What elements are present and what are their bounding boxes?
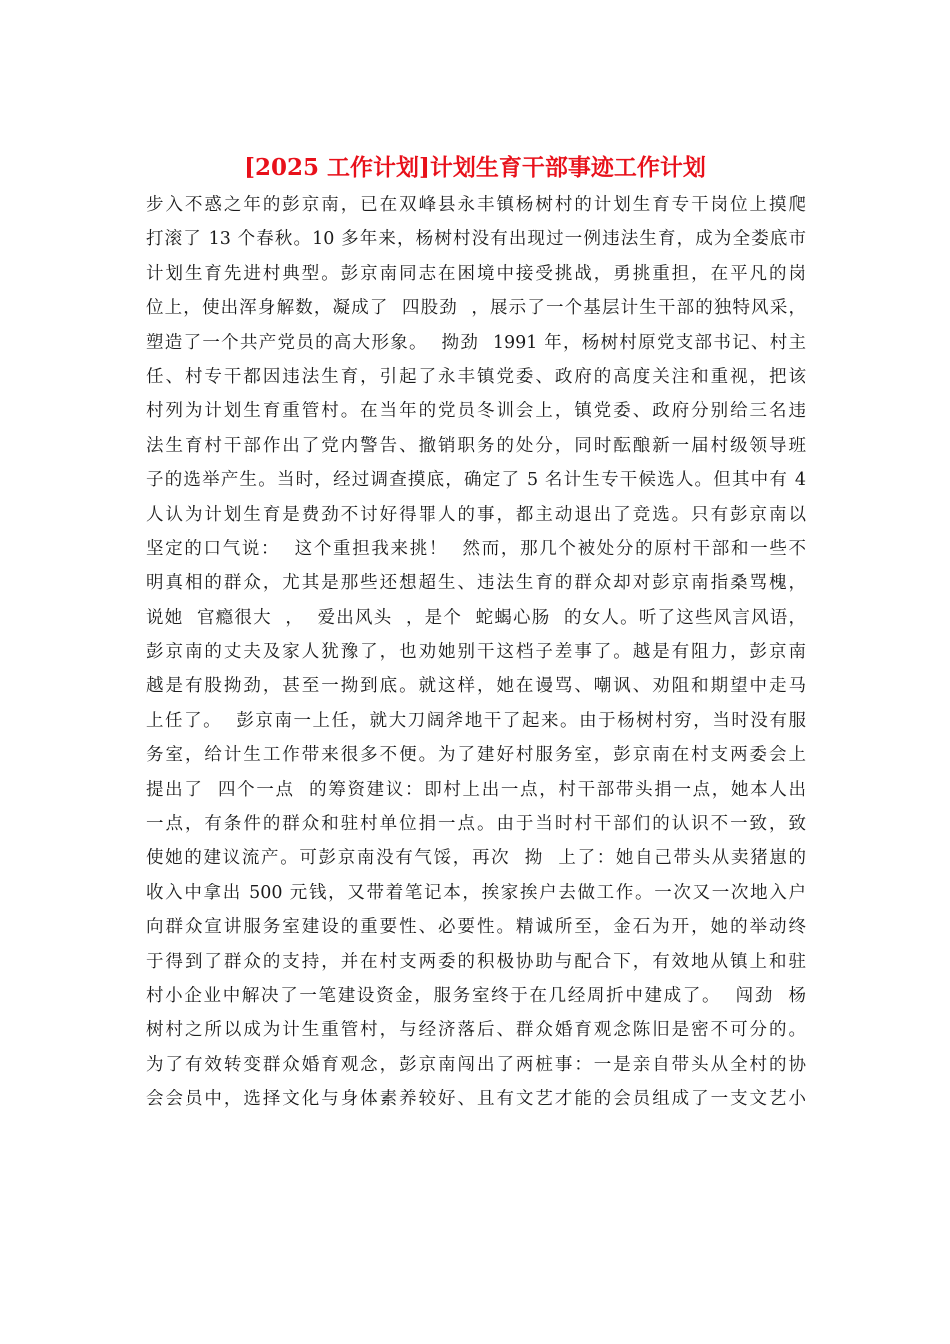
paragraph-line: 塑造了一个共产党员的高大形象。 拗劲 1991 年，杨树村原党支部书记、村主	[146, 332, 806, 353]
paragraph-line: 使她的建议流产。可彭京南没有气馁，再次 拗 上了：她自己带头从卖猪崽的	[146, 848, 806, 869]
document-title: [2025 工作计划]计划生育干部事迹工作计划	[244, 154, 706, 181]
paragraph-line: 村小企业中解决了一笔建设资金，服务室终于在几经周折中建成了。 闯劲 杨	[146, 985, 806, 1006]
paragraph-line: 说她 官瘾很大 ， 爱出风头 ，是个 蛇蝎心肠 的女人。听了这些风言风语，	[146, 607, 806, 628]
paragraph-line: 树村之所以成为计生重管村，与经济落后、群众婚育观念陈旧是密不可分的。	[146, 1020, 806, 1041]
paragraph-line: 务室，给计生工作带来很多不便。为了建好村服务室，彭京南在村支两委会上	[146, 745, 806, 766]
paragraph-line: 位上，使出浑身解数，凝成了 四股劲 ，展示了一个基层计生干部的独特风采，	[146, 298, 806, 319]
paragraph-line: 村列为计划生育重管村。在当年的党员冬训会上，镇党委、政府分别给三名违	[146, 401, 806, 422]
paragraph-line: 会会员中，选择文化与身体素养较好、且有文艺才能的会员组成了一支文艺小	[146, 1089, 806, 1110]
paragraph-line: 越是有股拗劲，甚至一拗到底。就这样，她在谩骂、嘲讽、劝阻和期望中走马	[146, 676, 806, 697]
paragraph-line: 任、村专干都因违法生育，引起了永丰镇党委、政府的高度关注和重视，把该	[146, 366, 806, 387]
paragraph-line: 人认为计划生育是费劲不讨好得罪人的事，都主动退出了竞选。只有彭京南以	[146, 504, 806, 525]
paragraph-line: 坚定的口气说： 这个重担我来挑！ 然而，那几个被处分的原村干部和一些不	[146, 538, 806, 559]
paragraph-line: 提出了 四个一点 的筹资建议：即村上出一点，村干部带头捐一点，她本人出	[146, 779, 806, 800]
paragraph-line: 上任了。 彭京南一上任，就大刀阔斧地干了起来。由于杨树村穷，当时没有服	[146, 710, 806, 731]
paragraph-line: 打滚了 13 个春秋。10 多年来，杨树村没有出现过一例违法生育，成为全娄底市	[146, 229, 806, 250]
paragraph-line: 收入中拿出 500 元钱，又带着笔记本，挨家挨户去做工作。一次又一次地入户	[146, 882, 806, 903]
paragraph-line: 向群众宣讲服务室建设的重要性、必要性。精诚所至，金石为开，她的举动终	[146, 917, 806, 938]
paragraph-line: 彭京南的丈夫及家人犹豫了，也劝她别干这档子差事了。越是有阻力，彭京南	[146, 642, 806, 663]
paragraph-line: 计划生育先进村典型。彭京南同志在困境中接受挑战，勇挑重担，在平凡的岗	[146, 263, 806, 284]
paragraph-line: 于得到了群众的支持，并在村支两委的积极协助与配合下，有效地从镇上和驻	[146, 951, 806, 972]
paragraph-line: 一点，有条件的群众和驻村单位捐一点。由于当时村干部们的认识不一致，致	[146, 814, 806, 835]
paragraph-line: 子的选举产生。当时，经过调查摸底，确定了 5 名计生专干候选人。但其中有 4	[146, 470, 806, 491]
paragraph-line: 法生育村干部作出了党内警告、撤销职务的处分，同时酝酿新一届村级领导班	[146, 435, 806, 456]
paragraph-line: 步入不惑之年的彭京南，已在双峰县永丰镇杨树村的计划生育专干岗位上摸爬	[146, 195, 806, 215]
paragraph-line: 明真相的群众，尤其是那些还想超生、违法生育的群众却对彭京南指桑骂槐，	[146, 573, 806, 594]
paragraph-line: 为了有效转变群众婚育观念，彭京南闯出了两桩事：一是亲自带头从全村的协	[146, 1054, 806, 1075]
document-body	[146, 188, 806, 1117]
